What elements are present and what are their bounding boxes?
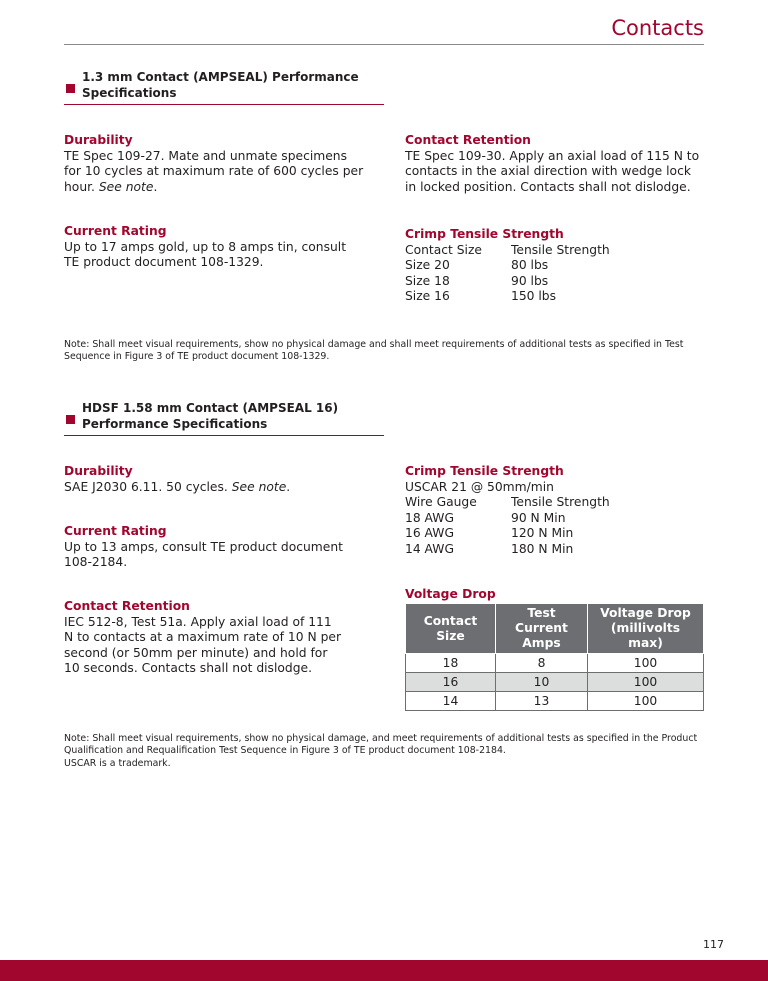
contact-retention-heading: Contact Retention	[64, 599, 190, 613]
crimp-tensile-block	[405, 464, 705, 558]
footer-bar	[0, 960, 768, 981]
section-note: Note: Shall meet visual requirements, show no physical damage and shall meet requirements of additional tests as specified in Test Sequence in Figure 3 of TE product document 108-1329.	[64, 339, 684, 363]
crimp-tensile-heading: Crimp Tensile Strength	[405, 227, 564, 241]
current-rating-block	[64, 224, 364, 271]
square-bullet-icon	[66, 415, 75, 424]
column-header: Contact Size	[406, 604, 496, 654]
page-number: 117	[703, 938, 724, 951]
durability-text: SAE J2030 6.11. 50 cycles. See note.	[64, 479, 291, 494]
current-rating-heading: Current Rating	[64, 524, 167, 538]
column-header: Test Current Amps	[496, 604, 588, 654]
column-header: Voltage Drop (millivolts max)	[588, 604, 704, 654]
page-title: Contacts	[611, 16, 704, 40]
table-row: 18 AWG 90 N Min	[405, 510, 566, 525]
contact-retention-block	[405, 133, 705, 195]
voltage-drop-heading: Voltage Drop	[405, 587, 496, 601]
current-rating-text: Up to 17 amps gold, up to 8 amps tin, consult TE product document 108-1329.	[64, 239, 347, 270]
table-row: 16 10 100	[406, 673, 704, 692]
current-rating-block	[64, 524, 364, 571]
durability-heading: Durability	[64, 133, 133, 147]
section-heading-hdsf	[64, 400, 384, 436]
current-rating-heading: Current Rating	[64, 224, 167, 238]
header-divider	[64, 44, 704, 45]
crimp-tensile-subtitle: USCAR 21 @ 50mm/min	[405, 479, 554, 494]
trademark-note: USCAR is a trademark.	[64, 757, 171, 769]
see-note-link: See note	[231, 479, 287, 494]
contact-retention-block	[64, 599, 344, 677]
crimp-tensile-heading: Crimp Tensile Strength	[405, 464, 564, 478]
contact-retention-text: TE Spec 109-30. Apply an axial load of 115 N to contacts in the axial direction with wedge lock in locked position. Contacts shall not dislodge.	[405, 148, 700, 194]
durability-block	[64, 133, 364, 195]
crimp-tensile-header-row: Wire Gauge Tensile Strength	[405, 495, 610, 510]
table-row: 14 13 100	[406, 692, 704, 711]
table-row: Size 20 80 lbs	[405, 258, 549, 273]
section-note: Note: Shall meet visual requirements, show no physical damage, and meet requirements of additional tests as specified in the Product Qualification and Requalification Test Sequence in Figure 3 of TE product document 108-2184. USCAR is a trademark.	[64, 733, 704, 770]
contact-retention-heading: Contact Retention	[405, 133, 531, 147]
table-row: 14 AWG 180 N Min	[405, 541, 574, 556]
see-note-link: See note	[98, 179, 154, 194]
section-title: 1.3 mm Contact (AMPSEAL) Performance Specifications	[82, 70, 359, 100]
table-row: Size 18 90 lbs	[405, 273, 549, 288]
durability-block	[64, 464, 364, 495]
crimp-tensile-header-row: Contact Size Tensile Strength	[405, 242, 610, 257]
section-heading-ampseal	[64, 69, 384, 105]
table-row: Size 16 150 lbs	[405, 289, 557, 304]
current-rating-text: Up to 13 amps, consult TE product document 108-2184.	[64, 539, 343, 570]
contact-retention-text: IEC 512-8, Test 51a. Apply axial load of 111 N to contacts at a maximum rate of 10 N per second (or 50mm per minute) and hold for 10 seconds. Contacts shall not dislodge.	[64, 614, 342, 676]
table-row: 18 8 100	[406, 654, 704, 673]
section-title: HDSF 1.58 mm Contact (AMPSEAL 16) Performance Specifications	[82, 401, 339, 431]
voltage-drop-heading-block	[405, 587, 705, 603]
table-header-row	[406, 604, 704, 654]
durability-heading: Durability	[64, 464, 133, 478]
crimp-tensile-block	[405, 227, 705, 305]
square-bullet-icon	[66, 84, 75, 93]
durability-text: TE Spec 109-27. Mate and unmate specimens for 10 cycles at maximum rate of 600 cycles per hour. See note.	[64, 148, 364, 194]
voltage-drop-table	[405, 603, 704, 711]
table-row: 16 AWG 120 N Min	[405, 526, 574, 541]
